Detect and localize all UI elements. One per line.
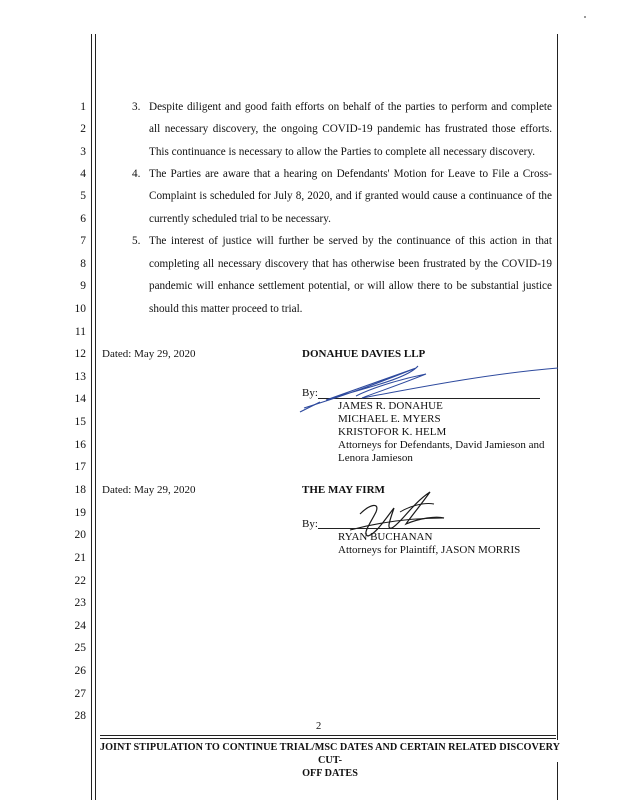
paragraph-line: completing all necessary discovery that has otherwise been frustrated by the COVID-19	[149, 258, 552, 270]
dated-line: Dated: May 29, 2020	[102, 484, 196, 496]
attorney-name: RYAN BUCHANAN	[338, 531, 433, 543]
attorney-name: KRISTOFOR K. HELM	[338, 426, 447, 438]
line-number: 20	[74, 529, 86, 541]
paragraph-line: This continuance is necessary to allow the Parties to complete all necessary discovery.	[149, 146, 536, 158]
line-number: 23	[74, 597, 86, 609]
by-label: By:	[302, 518, 318, 530]
paragraph-line: all necessary discovery, the ongoing COVID-19 pandemic has frustrated those efforts.	[149, 123, 552, 135]
line-number: 13	[74, 371, 86, 383]
line-number: 27	[74, 688, 86, 700]
paragraph-number: 5.	[132, 235, 141, 247]
footer-title-line: OFF DATES	[302, 768, 358, 779]
attorney-name: JAMES R. DONAHUE	[338, 400, 443, 412]
line-number: 8	[80, 258, 86, 270]
line-number: 2	[80, 123, 86, 135]
paragraph-line: The Parties are aware that a hearing on Defendants' Motion for Leave to File a Cross-	[149, 168, 552, 180]
line-number: 16	[74, 439, 86, 451]
line-number: 21	[74, 552, 86, 564]
paragraph-number: 3.	[132, 101, 141, 113]
firm-name: THE MAY FIRM	[302, 484, 385, 496]
line-number: 10	[74, 303, 86, 315]
line-number: 15	[74, 416, 86, 428]
dated-line: Dated: May 29, 2020	[102, 348, 196, 360]
line-number: 7	[80, 235, 86, 247]
line-number: 17	[74, 461, 86, 473]
line-number: 18	[74, 484, 86, 496]
line-number: 5	[80, 190, 86, 202]
line-number: 26	[74, 665, 86, 677]
line-number: 22	[74, 575, 86, 587]
attorneys-for: Attorneys for Plaintiff, JASON MORRIS	[338, 544, 521, 556]
line-number: 25	[74, 642, 86, 654]
page-number: 2	[316, 721, 322, 732]
line-number: 14	[74, 393, 86, 405]
left-margin-rule	[91, 34, 92, 800]
line-number: 6	[80, 213, 86, 225]
attorneys-for: Lenora Jamieson	[338, 452, 413, 464]
paragraph-line: The interest of justice will further be served by the continuance of this action in that	[149, 235, 552, 247]
line-number: 9	[80, 280, 86, 292]
line-number: 19	[74, 507, 86, 519]
line-number: 12	[74, 348, 86, 360]
paragraph-line: Despite diligent and good faith efforts on behalf of the parties to perform and complete	[149, 101, 552, 113]
paragraph-line: Complaint is scheduled for July 8, 2020, and if granted would cause a continuance of the	[149, 190, 552, 202]
scan-speck	[584, 16, 586, 18]
by-label: By:	[302, 387, 318, 399]
line-number: 3	[80, 146, 86, 158]
footer-title	[100, 741, 560, 780]
line-number: 24	[74, 620, 86, 632]
line-number: 28	[74, 710, 86, 722]
footer-rule-bottom	[100, 738, 556, 739]
line-number: 11	[74, 326, 86, 338]
footer-rule-top	[100, 735, 556, 736]
line-number: 4	[80, 168, 86, 180]
left-margin-rule-inner	[95, 34, 96, 800]
paragraph-line: pandemic will enhance settlement potential, or will allow there to be substantial justice	[149, 280, 552, 292]
firm-name: DONAHUE DAVIES LLP	[302, 348, 426, 360]
attorney-name: MICHAEL E. MYERS	[338, 413, 441, 425]
paragraph-line: should this matter proceed to trial.	[149, 303, 303, 315]
footer-title-line: JOINT STIPULATION TO CONTINUE TRIAL/MSC DATES AND CERTAIN RELATED DISCOVERY CUT-	[100, 742, 560, 766]
paragraph-number: 4.	[132, 168, 141, 180]
line-number: 1	[80, 101, 86, 113]
attorneys-for: Attorneys for Defendants, David Jamieson and	[338, 439, 545, 451]
paragraph-line: currently scheduled trial to be necessary.	[149, 213, 331, 225]
